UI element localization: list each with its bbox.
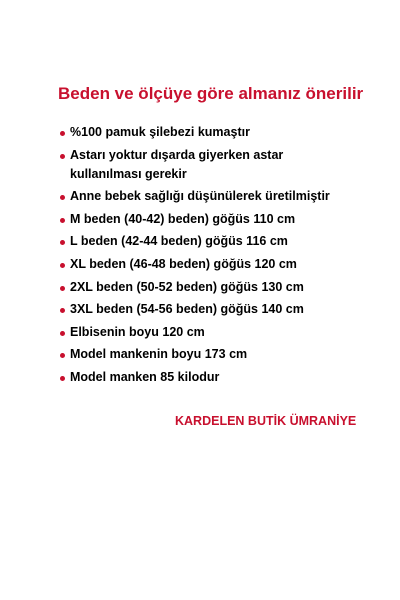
- list-item-text: 2XL beden (50-52 beden) göğüs 130 cm: [70, 279, 304, 294]
- list-item: [60, 187, 330, 206]
- bullet-icon: [60, 376, 65, 381]
- list-item-text: %100 pamuk şilebezi kumaştır: [70, 125, 250, 139]
- list-item: [60, 323, 330, 342]
- bullet-icon: [60, 263, 65, 268]
- feature-list: [60, 123, 330, 391]
- bullet-icon: [60, 131, 65, 136]
- bullet-icon: [60, 240, 65, 245]
- list-item: [60, 278, 330, 297]
- list-item: [60, 123, 330, 142]
- list-item-text: Elbisenin boyu 120 cm: [70, 324, 205, 339]
- bullet-icon: [60, 218, 65, 223]
- list-item-text: M beden (40-42) beden) göğüs 110 cm: [70, 211, 296, 226]
- list-item: [60, 146, 330, 184]
- list-item: [60, 255, 330, 274]
- list-item-text: L beden (42-44 beden) göğüs 116 cm: [70, 234, 288, 249]
- bullet-icon: [60, 331, 65, 336]
- list-item-text-continued: kullanılması gerekir: [70, 166, 187, 181]
- list-item-text: Model mankenin boyu 173 cm: [70, 347, 248, 362]
- bullet-icon: [60, 353, 65, 358]
- store-name: KARDELEN BUTİK ÜMRANİYE: [175, 414, 357, 428]
- list-item-text: Anne bebek sağlığı düşünülerek üretilmiştir: [70, 189, 330, 204]
- list-item-text: Model manken 85 kilodur: [70, 369, 220, 384]
- bullet-icon: [60, 195, 65, 200]
- list-item-text: XL beden (46-48 beden) göğüs 120 cm: [70, 256, 297, 271]
- list-item: [60, 210, 330, 229]
- bullet-icon: [60, 154, 65, 159]
- list-item-text: 3XL beden (54-56 beden) göğüs 140 cm: [70, 302, 304, 317]
- page-title: Beden ve ölçüye göre almanız önerilir: [58, 84, 364, 103]
- list-item: [60, 300, 330, 319]
- list-item: [60, 368, 330, 387]
- bullet-icon: [60, 286, 65, 291]
- bullet-icon: [60, 308, 65, 313]
- list-item-text: Astarı yoktur dışarda giyerken astar: [70, 147, 284, 162]
- list-item: [60, 345, 330, 364]
- list-item: [60, 232, 330, 251]
